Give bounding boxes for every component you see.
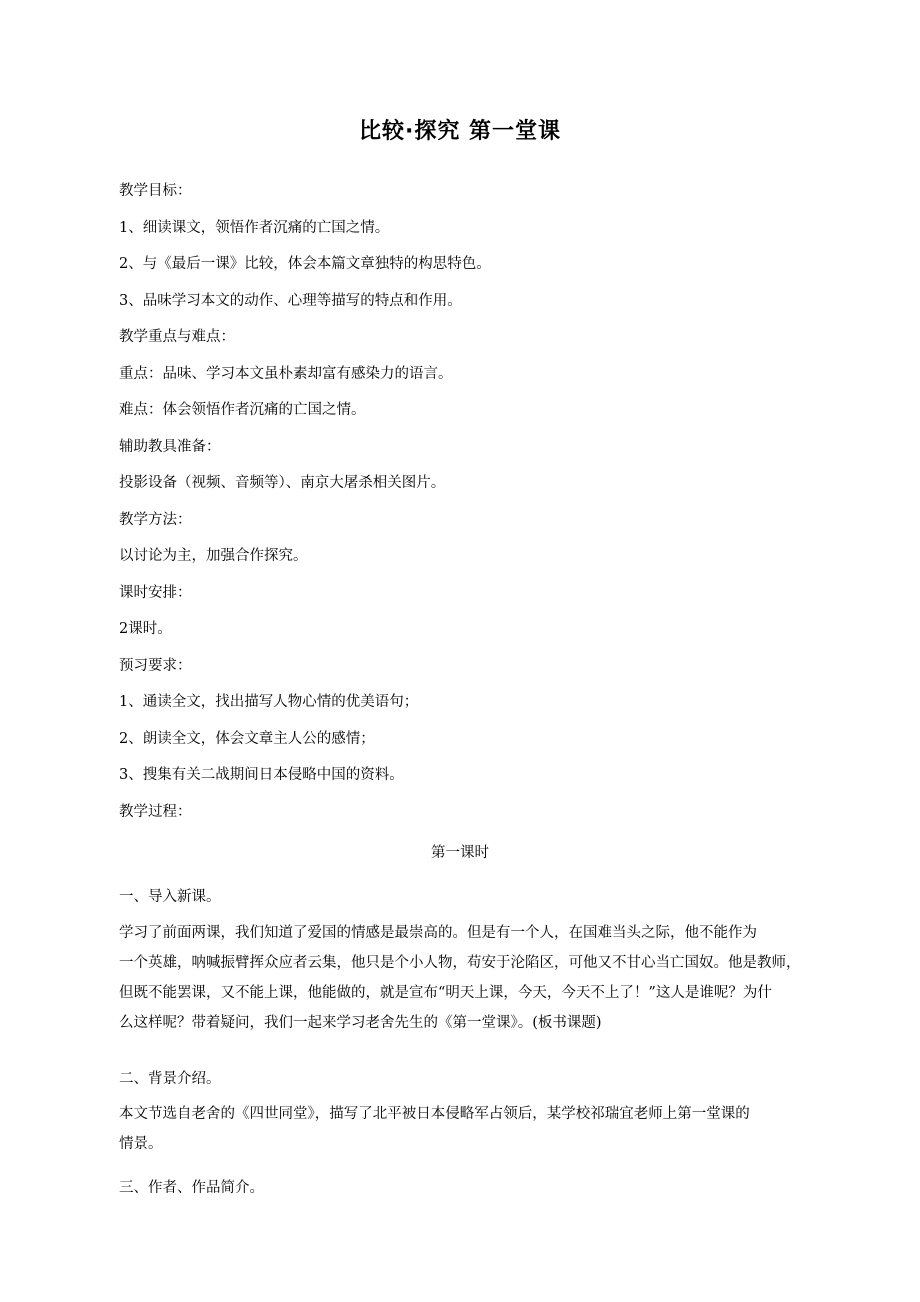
line-goal-1: 1、细读课文，领悟作者沉痛的亡国之情。 bbox=[119, 219, 390, 236]
lesson-plan-list bbox=[119, 173, 809, 830]
background-line-1: 本文节选自老舍的《四世同堂》，描写了北平被日本侵略军占领后，某学校祁瑞宜老师上第一堂课的 bbox=[119, 1106, 750, 1122]
heading-author: 三、作者、作品简介。 bbox=[119, 1180, 264, 1196]
line-key-points-heading: 教学重点与难点： bbox=[119, 329, 235, 345]
section-title: 第一课时 bbox=[431, 845, 489, 861]
line-preview-1: 1、通读全文，找出描写人物心情的优美语句； bbox=[119, 694, 419, 710]
heading-block-1 bbox=[119, 882, 839, 912]
line-goal-3: 3、品味学习本文的动作、心理等描写的特点和作用。 bbox=[119, 292, 462, 309]
section-title-block bbox=[0, 838, 920, 868]
line-schedule-heading: 课时安排： bbox=[119, 584, 192, 601]
intro-line-3: 但既不能罢课，又不能上课，他能做的，就是宣布“明天上课，今天，今天不上了！”这人是谁呢？为什 bbox=[119, 985, 772, 1001]
intro-line-4: 么这样呢？带着疑问，我们一起来学习老舍先生的《第一堂课》。(板书课题) bbox=[119, 1015, 602, 1031]
heading-block-3 bbox=[119, 1173, 839, 1203]
line-process-heading: 教学过程： bbox=[119, 803, 192, 820]
heading-block-2 bbox=[119, 1064, 839, 1094]
line-aids-heading: 辅助教具准备： bbox=[119, 438, 221, 455]
line-aids: 投影设备（视频、音频等）、南京大屠杀相关图片。 bbox=[119, 475, 446, 491]
line-schedule: 2课时。 bbox=[119, 621, 172, 637]
background-line-2: 情景。 bbox=[119, 1136, 163, 1152]
intro-line-1: 学习了前面两课，我们知道了爱国的情感是最崇高的。但是有一个人，在国难当头之际，他不能作为 bbox=[119, 925, 757, 941]
line-teaching-goals-heading: 教学目标： bbox=[119, 183, 192, 199]
line-preview-heading: 预习要求： bbox=[119, 657, 192, 674]
document-title: 比较·探究 第一堂课 bbox=[358, 119, 562, 144]
line-preview-2: 2、朗读全文，体会文章主人公的感情； bbox=[119, 730, 375, 747]
intro-line-2: 一个英雄，呐喊振臂挥众应者云集，他只是个小人物，苟安于沦陷区，可他又不甘心当亡国奴。他是教师， bbox=[119, 955, 801, 971]
line-goal-2: 2、与《最后一课》比较，体会本篇文章独特的构思特色。 bbox=[119, 256, 491, 272]
background-paragraph bbox=[119, 1099, 839, 1159]
line-key-point: 重点：品味、学习本文虽朴素却富有感染力的语言。 bbox=[119, 365, 453, 382]
line-method: 以讨论为主，加强合作探究。 bbox=[119, 548, 308, 564]
line-method-heading: 教学方法： bbox=[119, 511, 192, 528]
line-difficult-point: 难点：体会领悟作者沉痛的亡国之情。 bbox=[119, 402, 366, 418]
heading-background: 二、背景介绍。 bbox=[119, 1071, 221, 1087]
heading-intro: 一、导入新课。 bbox=[119, 889, 221, 905]
line-preview-3: 3、搜集有关二战期间日本侵略中国的资料。 bbox=[119, 767, 404, 783]
intro-paragraph bbox=[119, 918, 839, 1038]
